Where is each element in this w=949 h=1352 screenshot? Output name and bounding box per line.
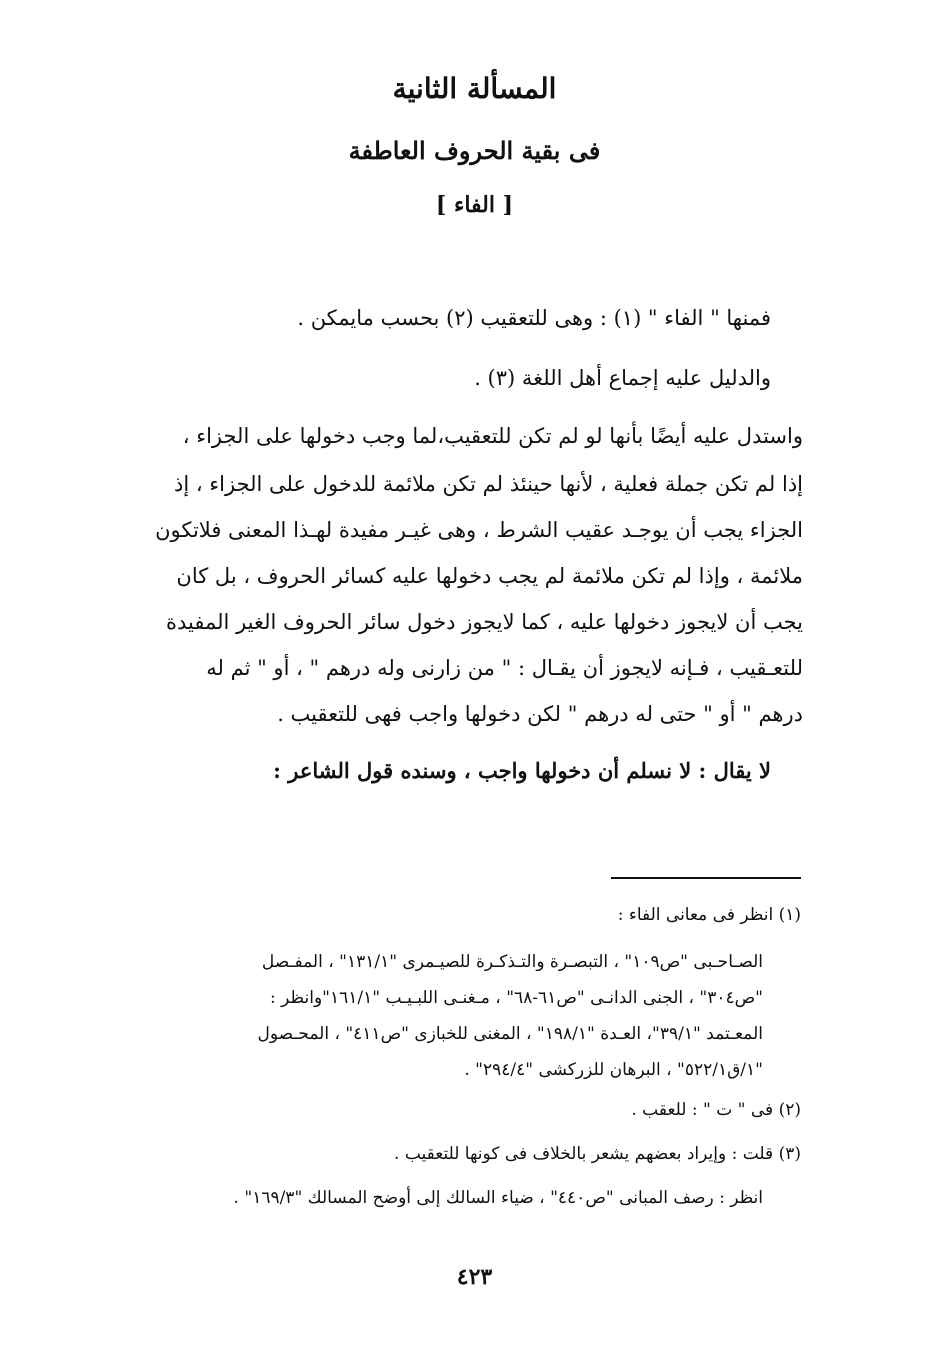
body-line-5: الجزاء يجب أن يوجـد عقيب الشرط ، وهى غيـر مفيدة لهـذا المعنى فلاتكون: [155, 518, 803, 542]
body-line-4: إذا لم تكن جملة فعلية ، لأنها حينئذ لم تكن ملائمة للدخول على الجزاء ، إذ: [173, 472, 803, 496]
page-title: المسألة الثانية: [392, 72, 557, 105]
page-number: ٤٢٣: [456, 1264, 493, 1290]
footnote-1-heading: (١) انظر فى معانى الفاء :: [617, 905, 801, 925]
body-line-6: ملائمة ، وإذا لم تكن ملائمة لم يجب دخولها عليه كسائر الحروف ، بل كان: [176, 564, 803, 588]
body-line-7: يجب أن لايجوز دخولها عليه ، كما لايجوز دخول سائر الحروف الغير المفيدة: [166, 610, 803, 634]
body-line-2: والدليل عليه إجماع أهل اللغة (٣) .: [474, 366, 771, 390]
footnote-divider: [611, 877, 801, 879]
page-subtitle: فى بقية الحروف العاطفة: [348, 136, 601, 165]
body-line-10: لا يقال : لا نسلم أن دخولها واجب ، وسنده قول الشاعر :: [273, 758, 771, 783]
footnote-2: (٢) فى " ت " : للعقب .: [631, 1100, 801, 1120]
footnote-3: (٣) قلت : وإيراد بعضهم يشعر بالخلاف فى كونها للتعقيب .: [394, 1144, 801, 1164]
body-line-9: درهم " أو " حتى له درهم " لكن دخولها واجب فهى للتعقيب .: [277, 702, 803, 726]
footnote-1-line-3: المعـتمد "٣٩/١"، العـدة "١٩٨/١" ، المغنى للخبازى "ص٤١١" ، المحـصول: [257, 1024, 763, 1044]
section-heading: [ الفاء ]: [435, 192, 514, 218]
footnote-1-line-2: "ص٣٠٤" ، الجنى الدانـى "ص٦١-٦٨" ، مـغنـى اللبـيـب "١٦١/١"وانظر :: [270, 988, 763, 1008]
body-line-1: فمنها " الفاء " (١) : وهى للتعقيب (٢) بحسب مايمكن .: [297, 306, 771, 330]
footnote-3-line-2: انظر : رصف المبانى "ص٤٤٠" ، ضياء السالك إلى أوضح المسالك "١٦٩/٣" .: [233, 1188, 763, 1208]
footnote-1-line-1: الصـاحـبى "ص١٠٩" ، التبصـرة والتـذكـرة للصيـمرى "١٣١/١" ، المفـصل: [261, 952, 763, 972]
footnote-1-line-4: "١/ق٥٢٢/١" ، البرهان للزركشى "٢٩٤/٤" .: [464, 1060, 763, 1080]
body-line-3: واستدل عليه أيضًا بأنها لو لم تكن للتعقيب،لما وجب دخولها على الجزاء ،: [182, 424, 803, 448]
body-line-8: للتعـقيب ، فـإنه لايجوز أن يقـال : " من زارنى وله درهم " ، أو " ثم له: [206, 656, 803, 680]
